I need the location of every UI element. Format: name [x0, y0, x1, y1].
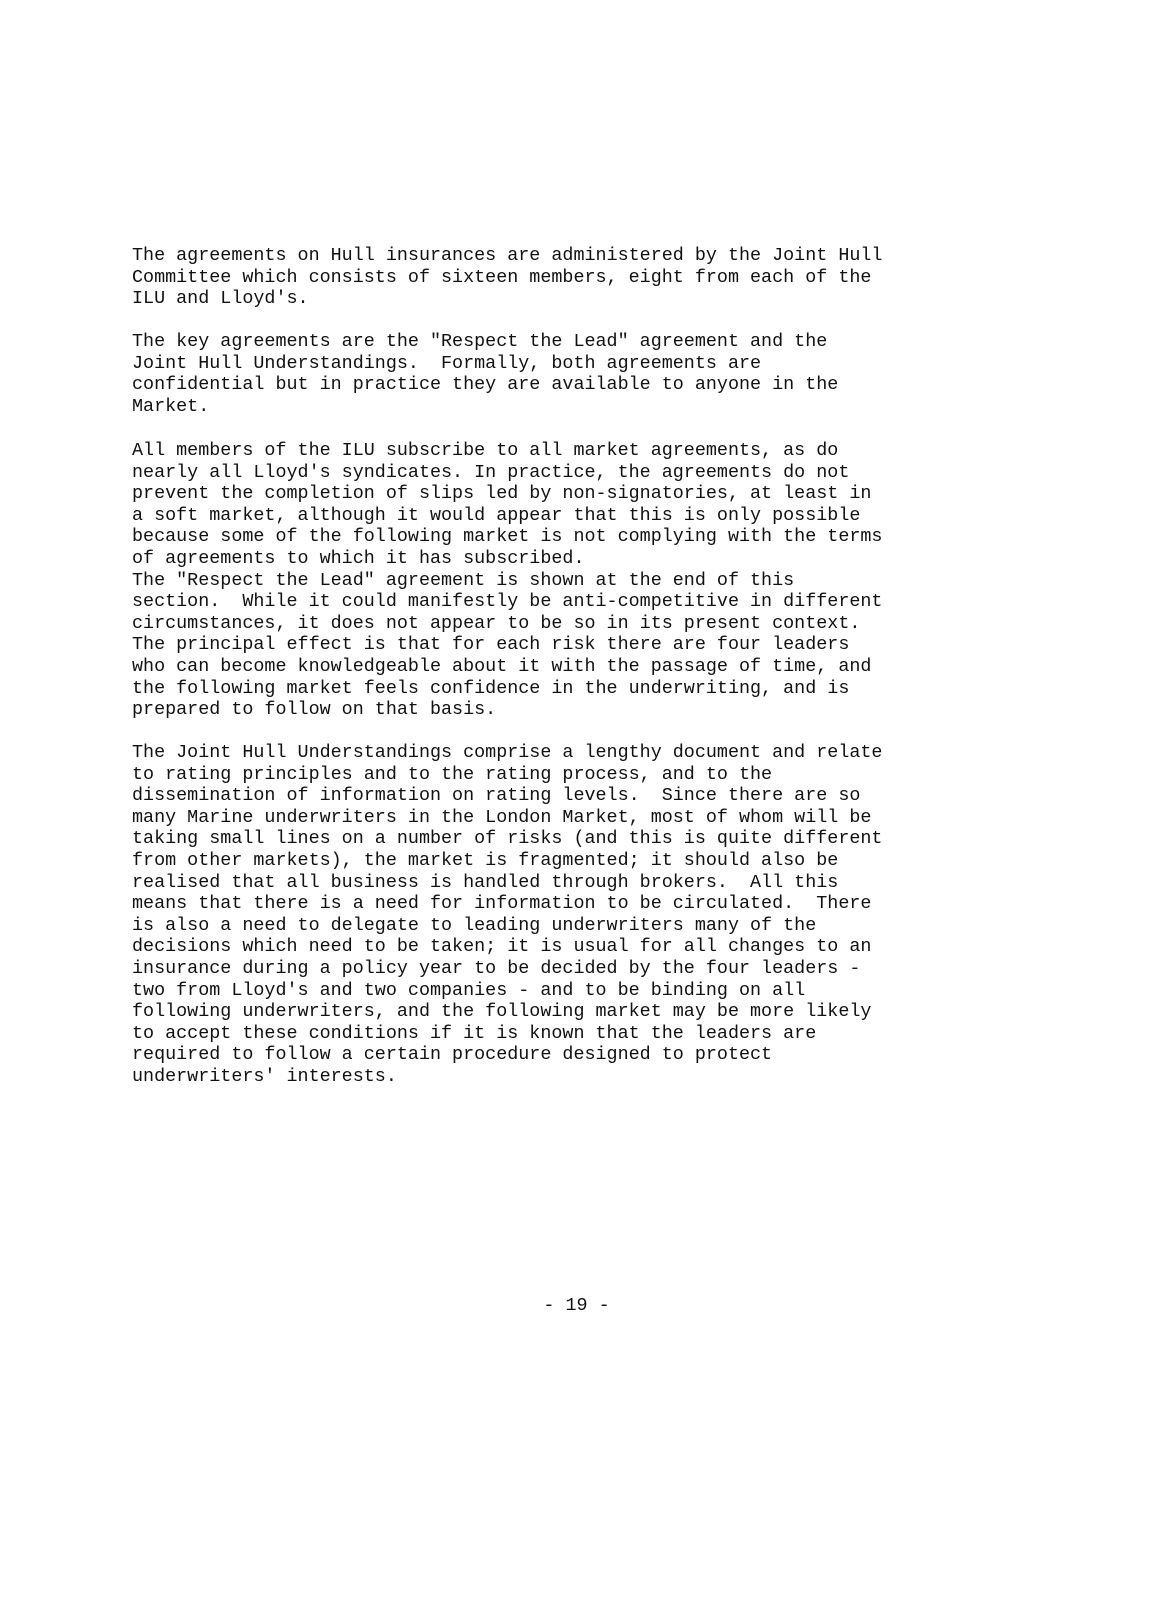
paragraph-market-agreements: All members of the ILU subscribe to all market agreements, as do nearly all Lloyd's syndicates. In practice, the agreements do not prevent the completion of slips led by non-signatories, at least in a soft market, although it would appear that this is only possible because some of the following market is not complying with the terms of agreements to which it has subscribed. The "Respect the Lead" agreement is shown at the end of this section. While it could manifestly be anti-competitive in different circumstances, it does not appear to be so in its present context. The principal effect is that for each risk there are four leaders who can become knowledgeable about it with the passage of time, and the following market feels confidence in the underwriting, and is prepared to follow on that basis. [132, 440, 883, 721]
paragraph-joint-hull-understandings: The Joint Hull Understandings comprise a lengthy document and relate to rating principles and to the rating process, and to the dissemination of information on rating levels. Since there are so many Marine underwriters in the London Market, most of whom will be taking small lines on a number of risks (and this is quite different from other markets), the market is fragmented; it should also be realised that all business is handled through brokers. All this means that there is a need for information to be circulated. There is also a need to delegate to leading underwriters many of the decisions which need to be taken; it is usual for all changes to an insurance during a policy year to be decided by the four leaders - two from Lloyd's and two companies - and to be binding on all following underwriters, and the following market may be more likely to accept these conditions if it is known that the leaders are required to follow a certain procedure designed to protect underwriters' interests. [132, 742, 883, 1087]
paragraph-joint-hull-committee: The agreements on Hull insurances are administered by the Joint Hull Committee which consists of sixteen members, eight from each of the ILU and Lloyd's. [132, 245, 883, 310]
paragraph-key-agreements: The key agreements are the "Respect the Lead" agreement and the Joint Hull Understandings. Formally, both agreements are confidential but in practice they are available to anyone in the Market. [132, 331, 839, 417]
page-number: - 19 - [543, 1295, 610, 1316]
